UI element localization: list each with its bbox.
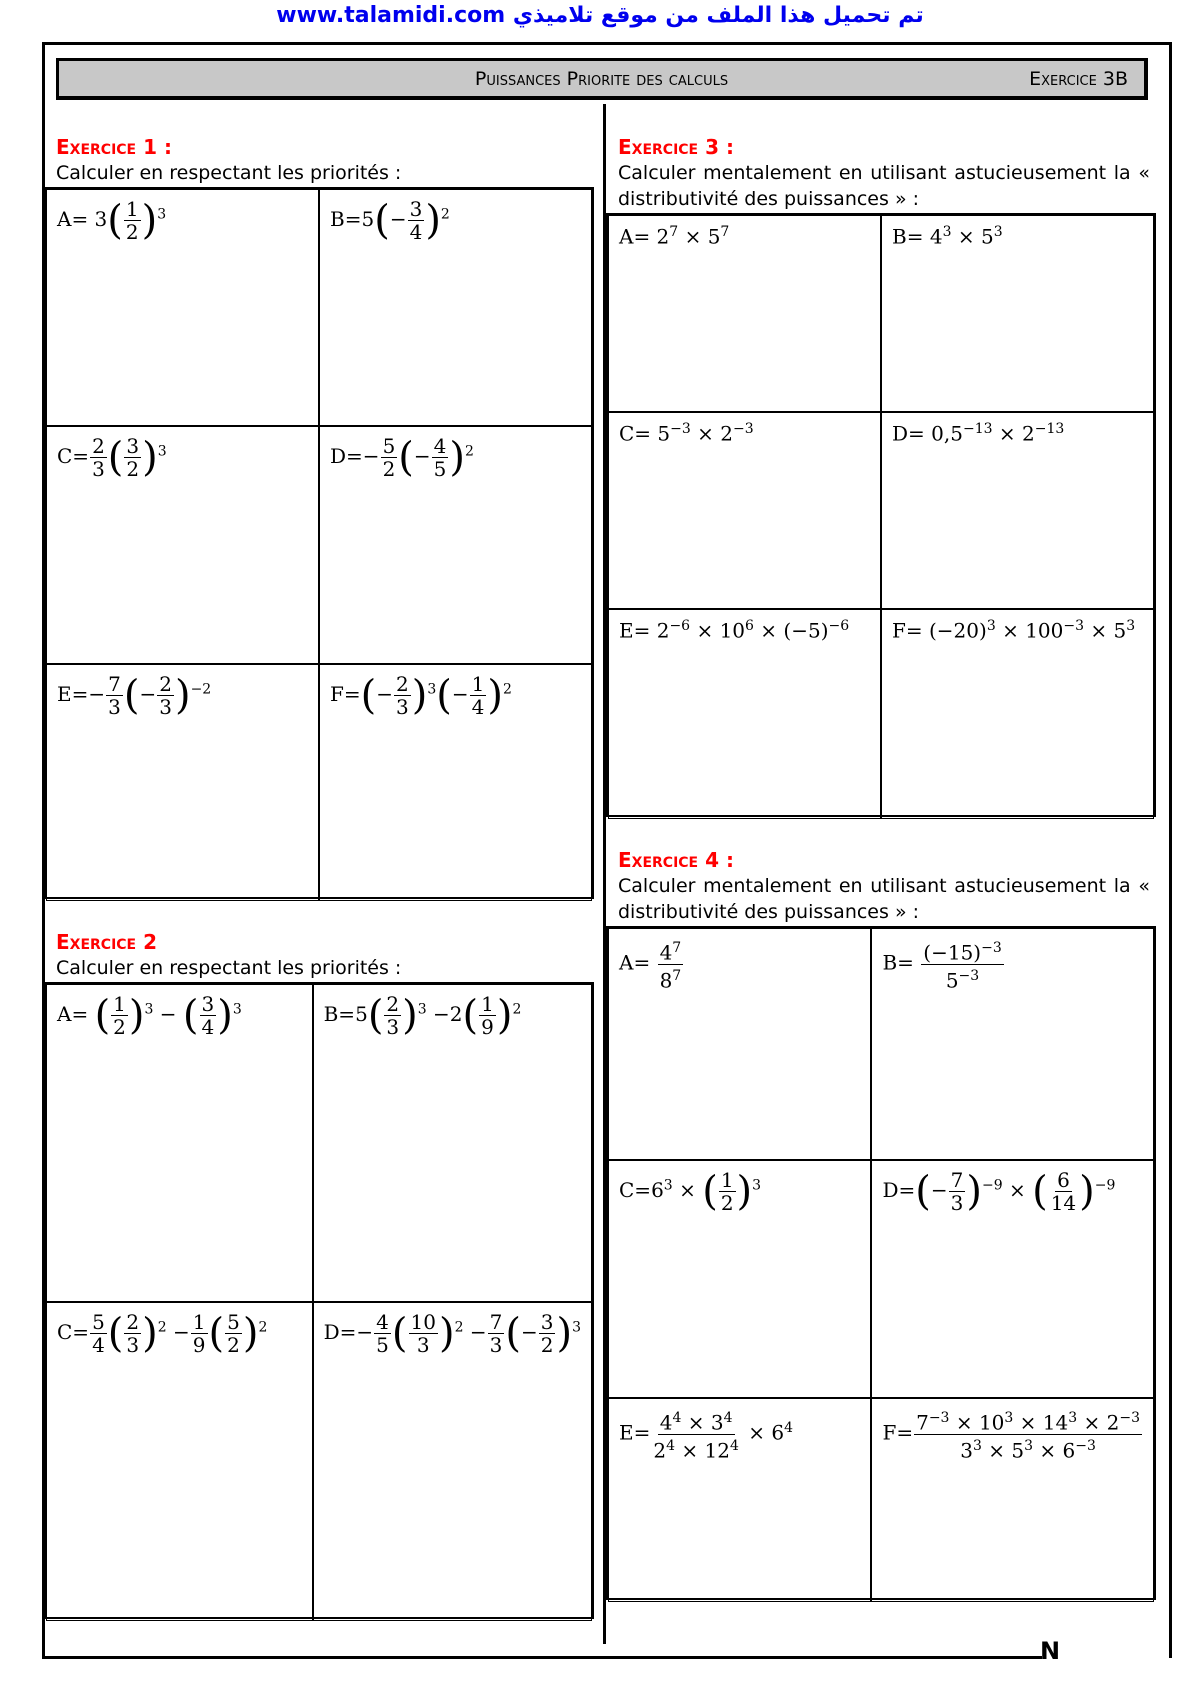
ex1-cell-a[interactable]: A= 3( $\frac{1}{2}$ )$^3$ xyxy=(46,189,319,426)
label: D= xyxy=(330,444,363,468)
label: C= xyxy=(619,1178,652,1202)
label: B= xyxy=(892,224,924,249)
ex4-cell-f[interactable]: F= $\frac{7^{-3} \times 10^3 \times 14^3 \times 2^{-3}}{3^3 \times 5^3 \times 6^{-3}}$ xyxy=(871,1398,1154,1602)
label: B= xyxy=(882,950,914,975)
ex3-cell-b[interactable]: $B= 4^3 \times 5^3$ xyxy=(881,215,1154,412)
ex1-cell-d[interactable]: D=− $\frac{5}{2}$ (− $\frac{4}{5}$ )$^2$ xyxy=(319,426,592,664)
ex3-instruction: Calculer mentalement en utilisant astucieusement la « distributivité des puissances » : xyxy=(618,162,1150,210)
ex2-grid xyxy=(44,982,594,1619)
bottom-line xyxy=(42,1656,1042,1659)
ex1-instruction: Calculer en respectant les priorités : xyxy=(56,162,402,184)
label: B= xyxy=(330,207,362,231)
ex1-cell-b[interactable]: B=5(− $\frac{3}{4}$ )$^2$ xyxy=(319,189,592,426)
label: E= xyxy=(57,682,89,706)
ex4-instruction: Calculer mentalement en utilisant astucieusement la « distributivité des puissances » : xyxy=(618,875,1150,923)
ex3-cell-c[interactable]: $C= 5^{-3} \times 2^{-3}$ xyxy=(608,412,881,609)
ex4-cell-e[interactable]: E= $\frac{4^4 \times 3^4}{2^4 \times 12^4}$ × $6^4$ xyxy=(608,1398,871,1602)
exercise-code: Exercice 3B xyxy=(1029,68,1128,90)
ex1-cell-c[interactable]: C= $\frac{2}{3}$ ( $\frac{3}{2}$ )$^3$ xyxy=(46,426,319,664)
ex4-grid xyxy=(606,926,1156,1600)
label: D= xyxy=(882,1178,916,1202)
label: D= xyxy=(892,421,925,446)
label: C= xyxy=(57,444,90,468)
ex4-cell-d[interactable]: D=(− $\frac{7}{3}$ )$^{-9}$ × ( $\frac{6}{14}$ )$^{-9}$ xyxy=(871,1160,1154,1398)
label: A= xyxy=(57,1002,89,1026)
ex2-cell-b[interactable]: B=5( $\frac{2}{3}$ )$^3$ −2( $\frac{1}{9}$ )$^2$ xyxy=(313,984,592,1302)
label: C= xyxy=(619,421,652,446)
ex4-cell-b[interactable]: B= $\frac{(-15)^{-3}}{5^{-3}}$ xyxy=(871,928,1154,1160)
label: F= xyxy=(330,682,361,706)
label: F= xyxy=(892,618,923,643)
source-banner[interactable]: www.talamidi.com تم تحميل هذا الملف من موقع تلاميذي xyxy=(276,3,924,28)
ex2-cell-a[interactable]: A= ( $\frac{1}{2}$ )$^3$ − ( $\frac{3}{4}$ )$^3$ xyxy=(46,984,313,1302)
label: F= xyxy=(882,1420,914,1445)
ex4-cell-a[interactable]: A= $\frac{4^7}{8^7}$ xyxy=(608,928,871,1160)
label: A= xyxy=(619,224,651,249)
ex2-cell-c[interactable]: C= $\frac{5}{4}$ ( $\frac{2}{3}$ )$^2$ − $\frac{1}{9}$ ( $\frac{5}{2}$ )$^2$ xyxy=(46,1302,313,1621)
ex1-title: Exercice 1 : xyxy=(56,135,172,159)
ex4-title: Exercice 4 : xyxy=(618,848,734,872)
ex3-cell-a[interactable]: $A= 2^7 \times 5^7$ xyxy=(608,215,881,412)
ex1-cell-f[interactable]: F=(− $\frac{2}{3}$ )$^3$(− $\frac{1}{4}$ )$^2$ xyxy=(319,664,592,901)
worksheet-title: Puissances Priorite des calculs xyxy=(474,68,729,90)
ex3-cell-e[interactable]: $E= 2^{-6} \times 10^6 \times (-5)^{-6}$ xyxy=(608,609,881,819)
ex2-instruction: Calculer en respectant les priorités : xyxy=(56,957,402,979)
label: A= xyxy=(619,950,651,975)
worksheet-header xyxy=(56,58,1148,100)
ex4-cell-c[interactable]: $C=6^3$ × ( $\frac{1}{2}$ )$^3$ xyxy=(608,1160,871,1398)
ex3-cell-f[interactable]: $F= (-20)^3 \times 100^{-3} \times 5^3$ xyxy=(881,609,1154,819)
ex3-grid xyxy=(606,213,1156,817)
ex1-cell-e[interactable]: E=− $\frac{7}{3}$ (− $\frac{2}{3}$ )$^{-2}$ xyxy=(46,664,319,901)
label: D= xyxy=(323,1320,357,1344)
ex1-grid xyxy=(44,187,594,899)
label: E= xyxy=(619,1420,651,1445)
label: E= xyxy=(619,618,651,643)
label: A= xyxy=(57,207,89,231)
label: B= xyxy=(323,1002,356,1026)
corner-mark: N xyxy=(1040,1637,1061,1665)
ex3-cell-d[interactable]: $D= 0,5^{-13} \times 2^{-13}$ xyxy=(881,412,1154,609)
ex3-title: Exercice 3 : xyxy=(618,135,734,159)
label: C= xyxy=(57,1320,90,1344)
ex2-title: Exercice 2 xyxy=(56,930,157,954)
ex2-cell-d[interactable]: D=− $\frac{4}{5}$ ( $\frac{10}{3}$ )$^2$ − $\frac{7}{3}$ (− $\frac{3}{2}$ )$^3$ xyxy=(313,1302,592,1621)
